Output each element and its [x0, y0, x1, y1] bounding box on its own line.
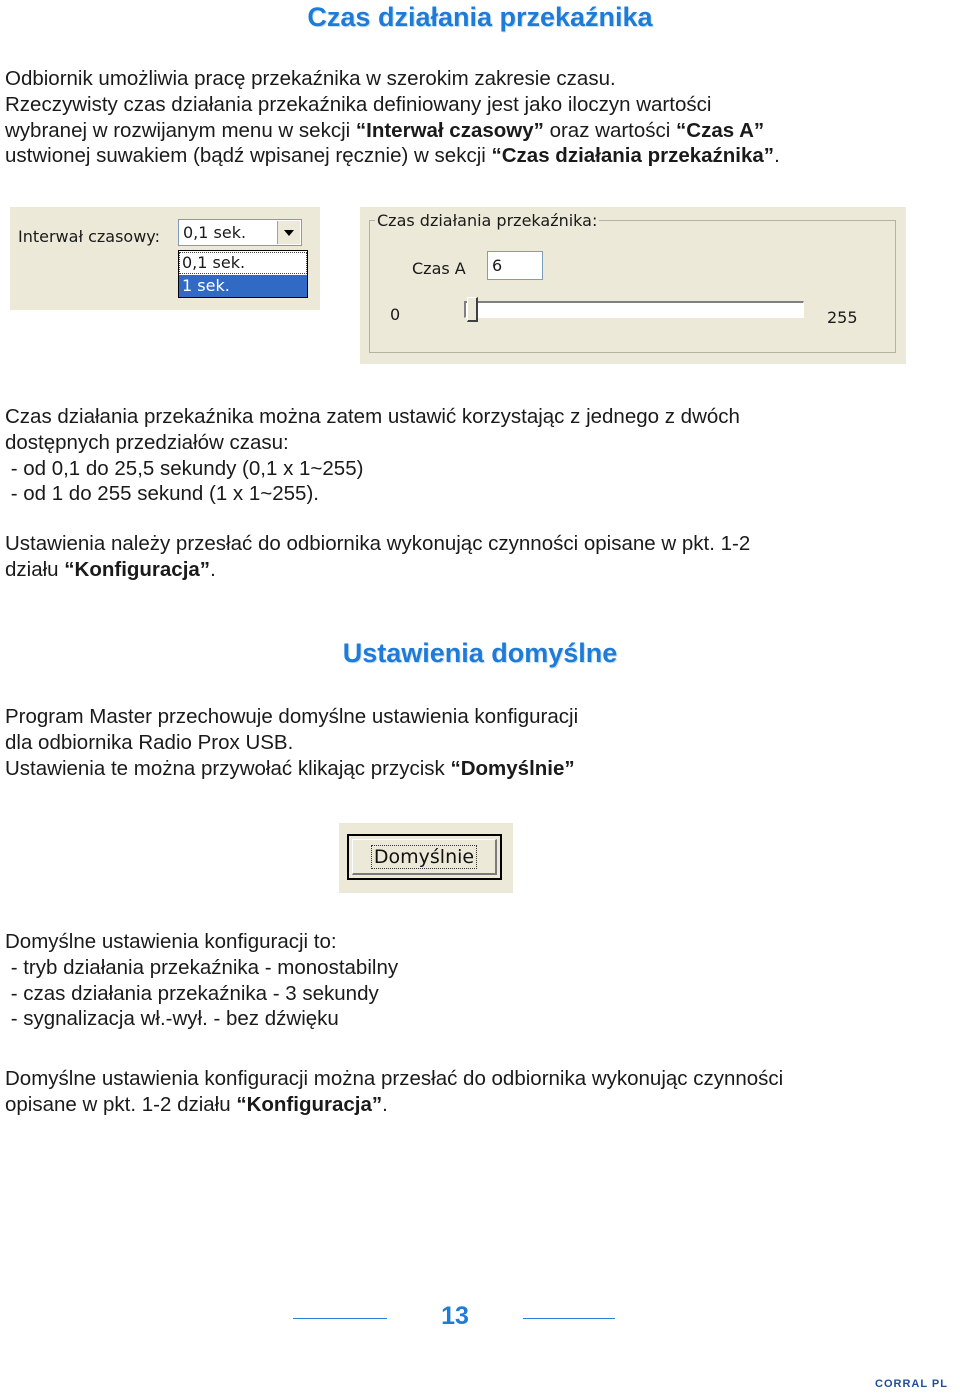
- defaults-button[interactable]: [347, 834, 502, 880]
- interval-screenshot: [10, 207, 320, 310]
- defaults-button-face: [352, 839, 497, 875]
- footer-rule-right: [523, 1318, 615, 1319]
- text-line: - od 1 do 255 sekund (1 x 1~255).: [5, 482, 319, 506]
- text-line: Ustawienia te można przywołać klikając przycisk “Domyślnie”: [5, 756, 575, 780]
- interval-select[interactable]: [178, 219, 302, 246]
- intro-paragraph: [5, 66, 935, 169]
- interval-selected-value: 0,1 sek.: [183, 223, 247, 242]
- text-line: Program Master przechowuje domyślne ustawienia konfiguracji: [5, 705, 579, 728]
- text-line: Ustawienia należy przesłać do odbiornika wykonując czynności opisane w pkt. 1-2: [5, 532, 751, 555]
- chevron-down-icon[interactable]: [277, 221, 300, 244]
- list-item: - czas działania przekaźnika - 3 sekundy: [5, 981, 379, 1005]
- list-item: - sygnalizacja wł.-wył. - bez dźwięku: [5, 1007, 339, 1031]
- text-line: Odbiornik umożliwia pracę przekaźnika w szerokim zakresie czasu.: [5, 67, 616, 90]
- text-line: działu “Konfiguracja”.: [5, 557, 216, 581]
- slider-min-label: 0: [390, 305, 401, 324]
- defaults-list-paragraph: [5, 929, 935, 1032]
- text-line: dla odbiornika Radio Prox USB.: [5, 730, 294, 754]
- relay-time-screenshot: [360, 207, 906, 364]
- page-number: 13: [441, 1302, 469, 1330]
- relay-time-group-label: Czas działania przekaźnika:: [377, 211, 598, 230]
- interval-dropdown-list: [178, 250, 308, 298]
- defaults-intro-paragraph: [5, 704, 935, 781]
- relay-time-groupbox: [369, 220, 896, 353]
- czas-a-slider-thumb[interactable]: [467, 297, 478, 322]
- text-line: Domyślne ustawienia konfiguracji można przesłać do odbiornika wykonując czynności: [5, 1067, 784, 1090]
- czas-a-input[interactable]: 6: [487, 251, 543, 280]
- text-line: - od 0,1 do 25,5 sekundy (0,1 x 1~255): [5, 456, 364, 480]
- text-line: Domyślne ustawienia konfiguracji to:: [5, 930, 337, 953]
- text-line: ustwionej suwakiem (bądź wpisanej ręcznie) w sekcji “Czas działania przekaźnika”.: [5, 144, 780, 168]
- text-line: dostępnych przedziałów czasu:: [5, 430, 289, 454]
- defaults-button-screenshot: [339, 823, 513, 893]
- text-line: Rzeczywisty czas działania przekaźnika definiowany jest jako iloczyn wartości: [5, 92, 712, 116]
- interval-option-highlighted[interactable]: 1 sek.: [179, 275, 307, 297]
- section-title-defaults: Ustawienia domyślne: [342, 638, 618, 668]
- list-item: - tryb działania przekaźnika - monostabilny: [5, 955, 399, 979]
- czas-a-slider-track[interactable]: [464, 301, 804, 318]
- ranges-paragraph: [5, 404, 935, 507]
- defaults-send-paragraph: [5, 1066, 935, 1118]
- interval-label: Interwał czasowy:: [18, 227, 160, 246]
- footer-rule-left: [293, 1318, 387, 1319]
- section-title-relay-time: Czas działania przekaźnika: [307, 2, 653, 32]
- interval-option[interactable]: 0,1 sek.: [179, 252, 307, 274]
- brand-logo-text: CORRAL PL: [875, 1378, 948, 1390]
- text-line: wybranej w rozwijanym menu w sekcji “Interwał czasowy” oraz wartości “Czas A”: [5, 118, 765, 142]
- text-line: opisane w pkt. 1-2 działu “Konfiguracja”.: [5, 1092, 388, 1116]
- czas-a-label: Czas A: [412, 259, 466, 278]
- text-line: Czas działania przekaźnika można zatem ustawić korzystając z jednego z dwóch: [5, 405, 740, 428]
- defaults-button-label: Domyślnie: [373, 845, 475, 868]
- slider-max-label: 255: [827, 308, 858, 327]
- send-paragraph: [5, 531, 935, 583]
